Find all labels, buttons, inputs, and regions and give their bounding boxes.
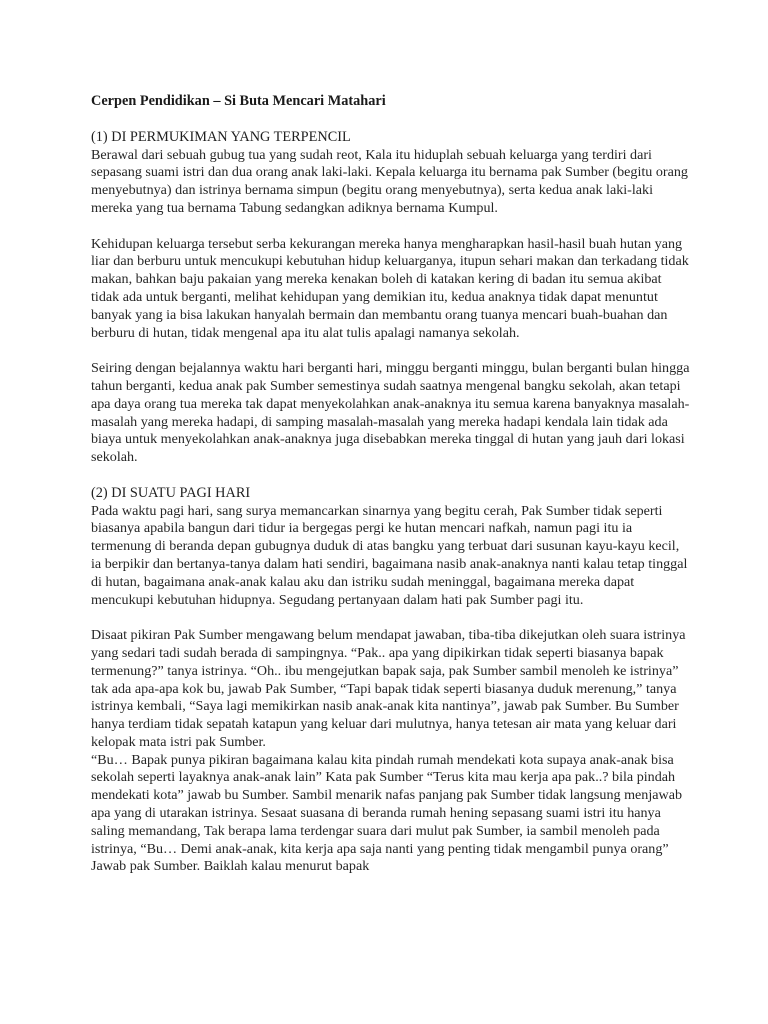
paragraph: “Bu… Bapak punya pikiran bagaimana kalau kita pindah rumah mendekati kota supaya anak-anak bisa sekolah seperti layaknya anak-anak lain” Kata pak Sumber “Terus kita mau kerja apa pak..? bila pindah mendekati kota” jawab bu Sumber. Sambil menarik nafas panjang pak Sumber tidak langsung menjawab apa yang di utarakan istrinya. Sesaat suasana di beranda rumah hening sepasang suami istri itu hanya saling memandang, Tak berapa lama terdengar suara dari mulut pak Sumber, ia sambil menoleh pada istrinya, “Bu… Demi anak-anak, kita kerja apa saja nanti yang penting tidak mengambil punya orang” Jawab pak Sumber. Baiklah kalau menurut bapak xyxy=(91,751,683,875)
section-pagi-hari xyxy=(91,485,691,877)
paragraph: Seiring dengan bejalannya waktu hari berganti hari, minggu berganti minggu, bulan berganti bulan hingga tahun berganti, kedua anak pak Sumber semestinya sudah saatnya mengenal bangku sekolah, akan tetapi apa daya orang tua mereka tak dapat menyekolahkan anak-anaknya itu semua karena banyaknya masalah-masalah yang mereka hadapi, di samping masalah-masalah yang mereka hadapi kendala lain tidak ada biaya untuk menyekolahkan anak-anaknya juga disebabkan mereka tinggal di hutan yang jauh dari lokasi sekolah. xyxy=(91,360,690,466)
section-permukiman xyxy=(91,129,691,467)
section-heading: (1) DI PERMUKIMAN YANG TERPENCIL xyxy=(91,128,351,145)
document-body xyxy=(91,93,691,876)
document-title: Cerpen Pendidikan – Si Buta Mencari Matahari xyxy=(91,93,386,109)
paragraph: Pada waktu pagi hari, sang surya memancarkan sinarnya yang begitu cerah, Pak Sumber tidak seperti biasanya apabila bangun dari tidur ia bergegas pergi ke hutan mencari nafkah, namun pagi itu ia termenung di beranda depan gubugnya duduk di atas bangku yang terbuat dari susunan kayu-kayu kecil, ia berpikir dan bertanya-tanya dalam hati sendiri, bagaimana nasib anak-anaknya nanti kalau tetap tinggal di hutan, bagaimana anak-anak kalau aku dan istriku sudah meninggal, bagaimana mereka dapat mencukupi kebutuhan hidupnya. Segudang pertanyaan dalam hati pak Sumber pagi itu. xyxy=(91,502,688,608)
paragraph: Berawal dari sebuah gubug tua yang sudah reot, Kala itu hiduplah sebuah keluarga yang terdiri dari sepasang suami istri dan dua orang anak laki-laki. Kepala keluarga itu bernama pak Sumber (begitu orang menyebutnya) dan istrinya bernama simpun (begitu orang menyebutnya), serta kedua anak laki-laki mereka yang tua bernama Tabung sedangkan adiknya bernama Kumpul. xyxy=(91,146,688,216)
paragraph: Disaat pikiran Pak Sumber mengawang belum mendapat jawaban, tiba-tiba dikejutkan oleh suara istrinya yang sedari tadi sudah berada di sampingnya. “Pak.. apa yang dipikirkan tidak seperti biasanya bapak termenung?” tanya istrinya. “Oh.. ibu mengejutkan bapak saja, pak Sumber sambil menoleh ke istrinya” tak ada apa-apa kok bu, jawab Pak Sumber, “Tapi bapak tidak seperti biasanya duduk merenung,” tanya istrinya kembali, “Saya lagi memikirkan nasib anak-anak kita nantinya”, jawab pak Sumber. Bu Sumber hanya terdiam tidak sepatah katapun yang keluar dari mulutnya, hanya tetesan air mata yang keluar dari kelopak mata istri pak Sumber. xyxy=(91,627,686,750)
section-heading: (2) DI SUATU PAGI HARI xyxy=(91,484,251,501)
paragraph: Kehidupan keluarga tersebut serba kekurangan mereka hanya mengharapkan hasil-hasil buah hutan yang liar dan berburu untuk mencukupi kebutuhan hidup keluarganya, itupun sehari makan dan terkadang tidak makan, bahkan baju pakaian yang mereka kenakan boleh di katakan kering di badan itu semua akibat tidak ada untuk berganti, melihat kehidupan yang demikian itu, kedua anaknya tidak dapat menuntut banyak yang ia bisa lakukan hanyalah bermain dan membantu orang tuanya mencari buah-buahan dan berburu di hutan, tidak mengenal apa itu alat tulis apalagi namanya sekolah. xyxy=(91,235,689,341)
